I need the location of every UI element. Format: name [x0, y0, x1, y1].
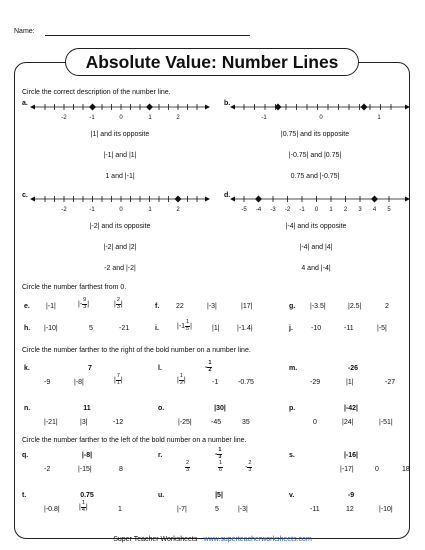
choice-o2[interactable]: -45: [211, 419, 222, 426]
tick-label: -2: [61, 115, 67, 121]
choice-o1[interactable]: |-25|: [178, 419, 192, 426]
choice-b2[interactable]: |-0.75| and |0.75|: [288, 152, 342, 159]
choice-q2[interactable]: |-15|: [78, 466, 92, 473]
choice-f1[interactable]: 22: [176, 303, 184, 310]
choice-m1[interactable]: -29: [310, 379, 321, 386]
choice-p2[interactable]: |24|: [342, 419, 354, 426]
tick-label: -1: [299, 207, 305, 213]
choice-j3[interactable]: |-5|: [377, 325, 387, 332]
problem-h-letter: h.: [24, 325, 31, 332]
choice-m2[interactable]: |1|: [346, 379, 354, 386]
problem-k-letter: k.: [24, 365, 30, 372]
choice-a1[interactable]: |1| and its opposite: [90, 131, 150, 138]
tick-label: -1: [261, 115, 267, 121]
problem-j-letter: j.: [289, 325, 293, 332]
tick-label: -3: [270, 207, 276, 213]
name-line[interactable]: [45, 35, 250, 36]
tick-label: 1: [377, 115, 381, 121]
section3-instruction: Circle the number farther to the right of the bold number on a number line.: [22, 347, 251, 354]
problem-q-letter: q.: [22, 452, 29, 459]
choice-b1[interactable]: |0.75| and its opposite: [280, 131, 350, 138]
problem-f-letter: f.: [155, 303, 160, 310]
tick-label: 0: [319, 115, 323, 121]
footer-brand: Super Teacher Worksheets: [113, 536, 198, 543]
choice-h1[interactable]: |-10|: [44, 325, 58, 332]
name-label: Name:: [14, 28, 35, 35]
bold-number-u: |5|: [215, 492, 223, 499]
choice-s3[interactable]: 18: [402, 466, 410, 473]
footer-link[interactable]: www.superteacherworksheets.com: [203, 536, 312, 543]
choice-i2[interactable]: |1|: [212, 325, 220, 332]
problem-b-letter: b.: [224, 100, 231, 107]
bold-number-n: 11: [83, 405, 91, 412]
problem-g-letter: g.: [289, 303, 296, 310]
problem-d-letter: d.: [224, 192, 231, 199]
choice-m3[interactable]: -27: [385, 379, 396, 386]
problem-p-letter: p.: [289, 405, 296, 412]
problem-a-letter: a.: [22, 100, 28, 107]
bold-number-l: - $\frac{1}{2}$: [205, 360, 212, 373]
choice-v1[interactable]: -11: [310, 506, 320, 513]
bold-number-p: |-42|: [343, 405, 359, 412]
title-banner: [65, 48, 359, 76]
choice-n3[interactable]: -12: [113, 419, 124, 426]
choice-n2[interactable]: |3|: [80, 419, 88, 426]
problem-v-letter: v.: [289, 492, 295, 499]
bold-number-t: 0.75: [80, 492, 94, 499]
problem-t-letter: t.: [22, 492, 27, 499]
choice-i3[interactable]: |-1.4|: [237, 325, 253, 332]
tick-label: 3: [358, 207, 362, 213]
choice-r3[interactable]: - $\frac{2}{3}$: [245, 460, 252, 473]
choice-d1[interactable]: |-4| and its opposite: [285, 223, 347, 230]
number-line-a: [30, 100, 210, 114]
tick-label: 4: [372, 207, 377, 213]
section1-instruction: Circle the correct description of the number line.: [22, 89, 171, 96]
number-line-c: [30, 192, 210, 206]
choice-j2[interactable]: -11: [344, 325, 354, 332]
choice-s1[interactable]: |-17|: [340, 466, 354, 473]
tick-label: 0: [119, 207, 123, 213]
choice-t3[interactable]: 1: [118, 506, 122, 513]
tick-label: -5: [241, 207, 247, 213]
problem-l-letter: l.: [158, 365, 162, 372]
choice-e1[interactable]: |-1|: [46, 303, 56, 310]
tick-label: 0: [314, 207, 319, 213]
problem-u-letter: u.: [158, 492, 165, 499]
bold-number-q: |-8|: [81, 452, 93, 459]
tick-label: 0: [119, 115, 123, 121]
tick-label: 2: [176, 207, 180, 213]
choice-v2[interactable]: 12: [346, 506, 354, 513]
tick-label: 1: [148, 207, 152, 213]
tick-label: -1: [89, 115, 95, 121]
problem-m-letter: m.: [289, 365, 298, 372]
problem-i-letter: i.: [155, 325, 159, 332]
choice-i1[interactable]: |-1 $\frac{1}{5}$ |: [177, 319, 192, 332]
page-title: Absolute Value: Number Lines: [85, 51, 339, 72]
footer: Super Teacher Worksheets - www.superteacherworksheets.com: [113, 536, 312, 543]
problem-r-letter: r.: [158, 452, 163, 459]
choice-d2[interactable]: |-4| and |4|: [299, 244, 333, 251]
choice-o3[interactable]: 35: [242, 419, 250, 426]
choice-f2[interactable]: |-3|: [207, 303, 217, 310]
choice-e3[interactable]: | $\frac{2}{3}$ |: [114, 297, 123, 310]
tick-label: 2: [176, 115, 180, 121]
choice-k1[interactable]: -9: [44, 379, 51, 386]
choice-a3[interactable]: 1 and |-1|: [105, 173, 135, 180]
tick-label: -4: [255, 207, 262, 213]
choice-e2[interactable]: |- $\frac{9}{3}$ |: [78, 297, 90, 310]
choice-c1[interactable]: |-2| and its opposite: [89, 223, 151, 230]
bold-number-o: |30|: [214, 405, 226, 412]
problem-e-letter: e.: [24, 303, 30, 310]
problem-c-letter: c.: [22, 192, 28, 199]
section2-instruction: Circle the number farthest from 0.: [22, 284, 127, 291]
choice-a2[interactable]: |-1| and |1|: [103, 152, 137, 159]
choice-t1[interactable]: |-0.8|: [44, 506, 60, 513]
tick-label: -2: [284, 207, 291, 213]
choice-v3[interactable]: |-10|: [379, 506, 393, 513]
bold-number-s: |-16|: [343, 452, 359, 459]
choice-h3[interactable]: -21: [119, 325, 130, 332]
problem-s-letter: s.: [289, 452, 295, 459]
choice-l2[interactable]: -1: [212, 379, 219, 386]
choice-g3[interactable]: 2: [385, 303, 389, 310]
bold-number-r: - $\frac{1}{3}$: [215, 447, 222, 460]
choice-h2[interactable]: 5: [89, 325, 93, 332]
choice-d3[interactable]: 4 and |-4|: [301, 265, 331, 272]
choice-l1[interactable]: | $\frac{1}{2}$ |: [177, 373, 186, 386]
choice-j1[interactable]: -10: [311, 325, 322, 332]
choice-t2[interactable]: | $\frac{1}{4}$ |: [79, 500, 88, 513]
choice-p1[interactable]: 0: [313, 419, 317, 426]
choice-u2[interactable]: 5: [215, 506, 219, 513]
choice-k2[interactable]: |-8|: [74, 379, 84, 386]
section4-instruction: Circle the number farther to the left of the bold number on a number line.: [22, 437, 247, 444]
tick-label: 1: [148, 115, 152, 121]
choice-f3[interactable]: |17|: [241, 303, 253, 310]
tick-label: -2: [61, 207, 67, 213]
choice-q3[interactable]: 8: [119, 466, 123, 473]
choice-n1[interactable]: |-21|: [44, 419, 58, 426]
bold-number-m: -26: [347, 365, 359, 372]
choice-g2[interactable]: |2.5|: [348, 303, 362, 310]
problem-o-letter: o.: [158, 405, 165, 412]
choice-l3[interactable]: -0.75: [238, 379, 254, 386]
number-line-d: [230, 192, 410, 206]
tick-label: 5: [387, 207, 391, 213]
bold-number-v: -9: [347, 492, 355, 499]
tick-label: 2: [343, 207, 348, 213]
choice-k3[interactable]: | $\frac{7}{1}$ |: [114, 373, 123, 386]
choice-b3[interactable]: 0.75 and |-0.75|: [290, 173, 340, 180]
bold-number-k: 7: [88, 365, 92, 372]
choice-g1[interactable]: |-3.5|: [310, 303, 326, 310]
tick-label: 1: [329, 207, 333, 213]
number-line-b: [230, 100, 410, 114]
choice-s2[interactable]: 0: [375, 466, 379, 473]
choice-p3[interactable]: |-51|: [379, 419, 393, 426]
problem-n-letter: n.: [24, 405, 31, 412]
choice-r1[interactable]: $\frac{2}{3}$: [186, 460, 190, 473]
choice-c2[interactable]: |-2| and |2|: [103, 244, 137, 251]
tick-label: -1: [89, 207, 95, 213]
choice-u3[interactable]: |-3|: [238, 506, 248, 513]
choice-u1[interactable]: |-7|: [177, 506, 187, 513]
choice-r2[interactable]: $\frac{1}{6}$: [219, 460, 223, 473]
choice-c3[interactable]: -2 and |-2|: [104, 265, 136, 272]
choice-q1[interactable]: -2: [44, 466, 51, 473]
